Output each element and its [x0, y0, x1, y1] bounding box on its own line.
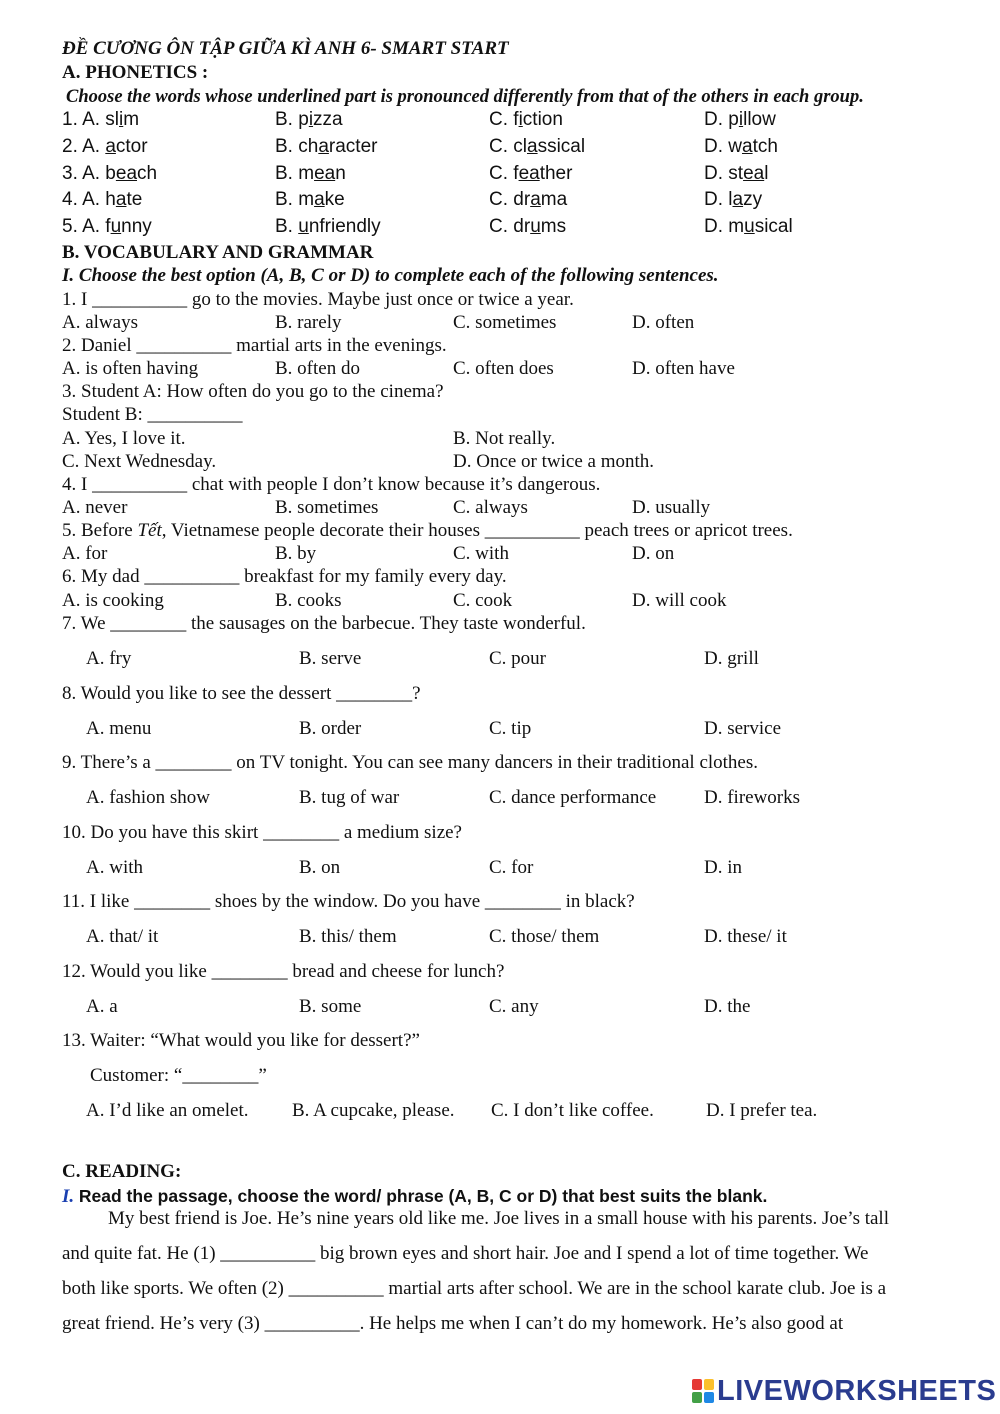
question-8: 8. Would you like to see the dessert ________? [62, 683, 421, 704]
passage-line-1: My best friend is Joe. He’s nine years old like me. Joe lives in a small house with his parents. Joe’s tall [108, 1208, 889, 1229]
option-text: ther [539, 163, 573, 184]
phonetics-q5-option-d[interactable] [704, 216, 793, 238]
q5-option-d[interactable]: D. on [632, 543, 675, 564]
passage-line-3: both like sports. We often (2) __________ martial arts after school. We are in the school karate club. Joe is a [62, 1278, 887, 1299]
option-text: B. p [275, 109, 309, 130]
q11-option-b[interactable]: B. this/ them [299, 926, 397, 947]
q4-option-b[interactable]: B. sometimes [275, 497, 379, 518]
q2-option-b[interactable]: B. often do [275, 358, 360, 379]
q6-option-c[interactable]: C. cook [453, 590, 513, 611]
underlined-sound: i [518, 109, 523, 130]
section-c-instruction-line [62, 1185, 767, 1208]
question-7: 7. We ________ the sausages on the barbecue. They taste wonderful. [62, 613, 586, 634]
q9-option-c[interactable]: C. dance performance [489, 787, 657, 808]
option-text: racter [328, 136, 378, 157]
option-text: nny [121, 216, 152, 237]
question-9: 9. There’s a ________ on TV tonight. You can see many dancers in their traditional clothes. [62, 752, 759, 773]
question-2: 2. Daniel __________ martial arts in the evenings. [62, 335, 447, 356]
option-text: n [335, 163, 346, 184]
option-text: ssical [537, 136, 586, 157]
q7-option-b[interactable]: B. serve [299, 648, 362, 669]
phonetics-q3-option-b[interactable] [275, 163, 346, 185]
option-text: C. f [489, 109, 519, 130]
option-text: ma [540, 189, 568, 210]
q10-option-c[interactable]: C. for [489, 857, 534, 878]
underlined-sound: a [318, 136, 329, 157]
option-text: B. m [275, 189, 315, 210]
q6-option-a[interactable]: A. is cooking [62, 590, 164, 611]
option-text: 1. A. sl [62, 109, 120, 130]
phonetics-q5-option-a[interactable] [62, 216, 152, 238]
q3-option-b[interactable]: B. Not really. [453, 428, 556, 449]
question-11: 11. I like ________ shoes by the window. Do you have ________ in black? [62, 891, 635, 912]
underlined-sound: i [308, 109, 314, 130]
q1-option-b[interactable]: B. rarely [275, 312, 342, 333]
underlined-sound: a [527, 136, 538, 157]
phonetics-q3-option-a[interactable] [62, 163, 157, 185]
question-12: 12. Would you like ________ bread and cheese for lunch? [62, 961, 505, 982]
option-text: zza [313, 109, 343, 130]
underlined-sound: a [530, 189, 541, 210]
question-5-tet: Tết [137, 520, 162, 541]
q2-option-a[interactable]: A. is often having [62, 358, 199, 379]
underlined-sound: a [742, 136, 753, 157]
q9-option-a[interactable]: A. fashion show [86, 787, 211, 808]
underlined-sound: a [105, 136, 116, 157]
phonetics-q3-option-d[interactable] [704, 163, 768, 185]
question-3: 3. Student A: How often do you go to the cinema? [62, 381, 444, 402]
option-text: sical [754, 216, 793, 237]
underlined-sound: u [744, 216, 755, 237]
option-text: ke [324, 189, 345, 210]
option-text: ms [540, 216, 567, 237]
phonetics-q2-option-d[interactable] [704, 136, 778, 158]
section-c-instruction: Read the passage, choose the word/ phrase (A, B, C or D) that best suits the blank. [78, 1186, 768, 1206]
section-c-instruction-number: I. [62, 1186, 75, 1207]
option-text: B. [275, 216, 299, 237]
section-b-instruction: I. Choose the best option (A, B, C or D) to complete each of the following sentences. [62, 265, 719, 286]
section-b-heading: B. VOCABULARY AND GRAMMAR [62, 242, 374, 263]
phonetics-q1-option-b[interactable] [275, 109, 343, 131]
q5-option-a[interactable]: A. for [62, 543, 108, 564]
question-3-student-b: Student B: __________ [62, 404, 243, 425]
phonetics-q4-option-a[interactable] [62, 189, 142, 211]
q3-option-a[interactable]: A. Yes, I love it. [62, 428, 186, 449]
q1-option-a[interactable]: A. always [62, 312, 138, 333]
q9-option-d[interactable]: D. fireworks [704, 787, 801, 808]
option-text: B. ch [275, 136, 319, 157]
passage-line-4: great friend. He’s very (3) __________. He helps me when I can’t do my homework. He’s also good at [62, 1313, 844, 1334]
liveworksheets-logo [692, 1376, 996, 1406]
q13-option-a[interactable]: A. I’d like an omelet. [86, 1100, 249, 1121]
option-text: ctor [115, 136, 148, 157]
underlined-sound: ea [518, 163, 540, 184]
q2-option-d[interactable]: D. often have [632, 358, 735, 379]
underlined-sound: ea [743, 163, 765, 184]
option-text: 5. A. f [62, 216, 111, 237]
option-text: C. dr [489, 189, 531, 210]
q4-option-a[interactable]: A. never [62, 497, 128, 518]
underlined-sound: a [314, 189, 325, 210]
q12-option-a[interactable]: A. a [86, 996, 118, 1017]
q3-option-d[interactable]: D. Once or twice a month. [453, 451, 655, 472]
phonetics-q4-option-c[interactable] [489, 189, 567, 211]
underlined-sound: ea [314, 163, 336, 184]
q5-option-c[interactable]: C. with [453, 543, 509, 564]
option-text: C. f [489, 163, 519, 184]
question-5 [62, 520, 793, 542]
q12-option-b[interactable]: B. some [299, 996, 362, 1017]
q12-option-d[interactable]: D. the [704, 996, 751, 1017]
phonetics-q2-option-a[interactable] [62, 136, 148, 158]
q11-option-c[interactable]: C. those/ them [489, 926, 600, 947]
option-text: D. p [704, 109, 739, 130]
q8-option-c[interactable]: C. tip [489, 718, 532, 739]
q10-option-b[interactable]: B. on [299, 857, 341, 878]
q13-option-d[interactable]: D. I prefer tea. [706, 1100, 818, 1121]
liveworksheets-logo-icon [692, 1379, 714, 1403]
q3-option-c[interactable]: C. Next Wednesday. [62, 451, 217, 472]
section-a-heading: A. PHONETICS : [62, 62, 209, 83]
q4-option-c[interactable]: C. always [453, 497, 528, 518]
question-13-customer: Customer: “________” [90, 1065, 267, 1086]
liveworksheets-logo-text: LIVEWORKSHEETS [717, 1374, 997, 1407]
page-title: ĐỀ CƯƠNG ÔN TẬP GIỮA KÌ ANH 6- SMART START [62, 38, 509, 59]
underlined-sound: u [110, 216, 122, 237]
underlined-sound: u [530, 216, 541, 237]
phonetics-q4-option-b[interactable] [275, 189, 345, 211]
q1-option-d[interactable]: D. often [632, 312, 695, 333]
option-text: D. l [704, 189, 733, 210]
q6-option-d[interactable]: D. will cook [632, 590, 727, 611]
option-text: D. w [704, 136, 742, 157]
underlined-sound: a [115, 189, 127, 210]
q5-option-b[interactable]: B. by [275, 543, 317, 564]
phonetics-q2-option-b[interactable] [275, 136, 377, 158]
underlined-sound: i [119, 109, 124, 130]
question-10: 10. Do you have this skirt ________ a medium size? [62, 822, 462, 843]
question-6: 6. My dad __________ breakfast for my family every day. [62, 566, 507, 587]
q10-option-a[interactable]: A. with [86, 857, 143, 878]
q13-option-c[interactable]: C. I don’t like coffee. [491, 1100, 654, 1121]
q2-option-c[interactable]: C. often does [453, 358, 554, 379]
question-5-end: , Vietnamese people decorate their houses __________ peach trees or apricot trees. [161, 520, 793, 541]
option-text: te [126, 189, 143, 210]
section-a-instruction: Choose the words whose underlined part is pronounced differently from that of the others in each group. [66, 87, 864, 107]
option-text: ction [522, 109, 563, 130]
q8-option-b[interactable]: B. order [299, 718, 362, 739]
underlined-sound: i [738, 109, 744, 130]
underlined-sound: ea [115, 163, 138, 184]
q11-option-a[interactable]: A. that/ it [86, 926, 159, 947]
q13-option-b[interactable]: B. A cupcake, please. [292, 1100, 455, 1121]
question-1: 1. I __________ go to the movies. Maybe just once or twice a year. [62, 289, 574, 310]
q7-option-d[interactable]: D. grill [704, 648, 759, 669]
phonetics-q3-option-c[interactable] [489, 163, 572, 185]
phonetics-q2-option-c[interactable] [489, 136, 585, 158]
q1-option-c[interactable]: C. sometimes [453, 312, 557, 333]
option-text: l [764, 163, 769, 184]
option-text: tch [752, 136, 778, 157]
option-text: nfriendly [308, 216, 381, 237]
q10-option-d[interactable]: D. in [704, 857, 742, 878]
option-text: m [123, 109, 140, 130]
phonetics-q5-option-c[interactable] [489, 216, 566, 238]
section-c-heading: C. READING: [62, 1161, 182, 1182]
question-4: 4. I __________ chat with people I don’t know because it’s dangerous. [62, 474, 601, 495]
q12-option-c[interactable]: C. any [489, 996, 539, 1017]
option-text: C. cl [489, 136, 527, 157]
option-text: C. dr [489, 216, 531, 237]
option-text: 3. A. b [62, 163, 116, 184]
phonetics-q1-option-c[interactable] [489, 109, 563, 131]
option-text: ch [137, 163, 158, 184]
phonetics-q5-option-b[interactable] [275, 216, 381, 238]
option-text: 2. A. [62, 136, 106, 157]
phonetics-q1-option-a[interactable] [62, 109, 139, 131]
phonetics-q4-option-d[interactable] [704, 189, 762, 211]
option-text: zy [743, 189, 763, 210]
q11-option-d[interactable]: D. these/ it [704, 926, 787, 947]
q7-option-c[interactable]: C. pour [489, 648, 546, 669]
q6-option-b[interactable]: B. cooks [275, 590, 342, 611]
q9-option-b[interactable]: B. tug of war [299, 787, 400, 808]
underlined-sound: u [298, 216, 309, 237]
option-text: D. m [704, 216, 745, 237]
phonetics-q1-option-d[interactable] [704, 109, 776, 131]
q7-option-a[interactable]: A. fry [86, 648, 132, 669]
option-text: 4. A. h [62, 189, 116, 210]
question-13: 13. Waiter: “What would you like for dessert?” [62, 1030, 420, 1051]
underlined-sound: a [732, 189, 744, 210]
passage-line-2: and quite fat. He (1) __________ big brown eyes and short hair. Joe and I spend a lot of time together. We [62, 1243, 869, 1264]
question-5-start: 5. Before [62, 520, 138, 541]
q4-option-d[interactable]: D. usually [632, 497, 711, 518]
option-text: D. st [704, 163, 744, 184]
q8-option-d[interactable]: D. service [704, 718, 782, 739]
option-text: B. m [275, 163, 315, 184]
option-text: llow [743, 109, 776, 130]
q8-option-a[interactable]: A. menu [86, 718, 152, 739]
